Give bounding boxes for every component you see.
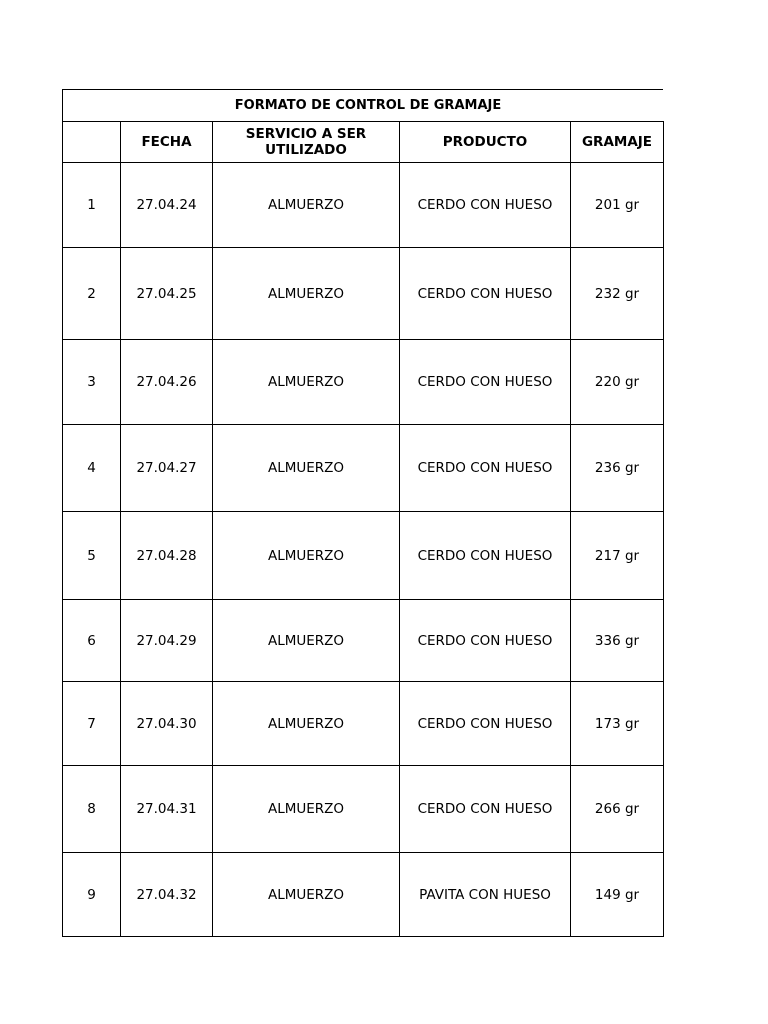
gramaje-table [62, 121, 664, 937]
cell-producto: CERDO CON HUESO [400, 600, 571, 682]
gramaje-control-sheet [62, 89, 663, 937]
cell-gramaje: 173 gr [571, 682, 664, 766]
cell-num: 4 [63, 425, 121, 512]
cell-fecha: 27.04.31 [121, 766, 213, 853]
cell-servicio: ALMUERZO [213, 766, 400, 853]
cell-fecha: 27.04.28 [121, 512, 213, 600]
cell-fecha: 27.04.27 [121, 425, 213, 512]
cell-producto: CERDO CON HUESO [400, 682, 571, 766]
cell-num: 7 [63, 682, 121, 766]
cell-producto: CERDO CON HUESO [400, 248, 571, 340]
cell-producto: CERDO CON HUESO [400, 425, 571, 512]
cell-num: 8 [63, 766, 121, 853]
cell-producto: CERDO CON HUESO [400, 512, 571, 600]
cell-servicio: ALMUERZO [213, 682, 400, 766]
table-row [63, 340, 664, 425]
header-gramaje: GRAMAJE [571, 122, 664, 163]
cell-servicio: ALMUERZO [213, 853, 400, 937]
cell-servicio: ALMUERZO [213, 425, 400, 512]
cell-servicio: ALMUERZO [213, 600, 400, 682]
cell-gramaje: 149 gr [571, 853, 664, 937]
cell-producto: CERDO CON HUESO [400, 766, 571, 853]
cell-servicio: ALMUERZO [213, 340, 400, 425]
cell-producto: PAVITA CON HUESO [400, 853, 571, 937]
cell-num: 9 [63, 853, 121, 937]
cell-gramaje: 336 gr [571, 600, 664, 682]
table-row [63, 682, 664, 766]
cell-gramaje: 220 gr [571, 340, 664, 425]
cell-servicio: ALMUERZO [213, 512, 400, 600]
table-header-row [63, 122, 664, 163]
sheet-title: FORMATO DE CONTROL DE GRAMAJE [234, 98, 502, 113]
table-row [63, 425, 664, 512]
cell-num: 5 [63, 512, 121, 600]
cell-fecha: 27.04.25 [121, 248, 213, 340]
cell-servicio: ALMUERZO [213, 163, 400, 248]
cell-gramaje: 232 gr [571, 248, 664, 340]
table-row [63, 512, 664, 600]
cell-num: 2 [63, 248, 121, 340]
table-row [63, 600, 664, 682]
cell-gramaje: 217 gr [571, 512, 664, 600]
cell-gramaje: 266 gr [571, 766, 664, 853]
cell-fecha: 27.04.32 [121, 853, 213, 937]
table-row [63, 163, 664, 248]
cell-fecha: 27.04.26 [121, 340, 213, 425]
cell-fecha: 27.04.30 [121, 682, 213, 766]
header-servicio: SERVICIO A SER UTILIZADO [213, 122, 400, 163]
cell-num: 3 [63, 340, 121, 425]
sheet-title-row [62, 89, 663, 121]
cell-num: 6 [63, 600, 121, 682]
header-fecha: FECHA [121, 122, 213, 163]
cell-producto: CERDO CON HUESO [400, 340, 571, 425]
cell-fecha: 27.04.29 [121, 600, 213, 682]
cell-producto: CERDO CON HUESO [400, 163, 571, 248]
header-producto: PRODUCTO [400, 122, 571, 163]
header-num [63, 122, 121, 163]
table-row [63, 766, 664, 853]
cell-gramaje: 236 gr [571, 425, 664, 512]
table-row [63, 248, 664, 340]
cell-fecha: 27.04.24 [121, 163, 213, 248]
table-row [63, 853, 664, 937]
cell-gramaje: 201 gr [571, 163, 664, 248]
cell-num: 1 [63, 163, 121, 248]
cell-servicio: ALMUERZO [213, 248, 400, 340]
